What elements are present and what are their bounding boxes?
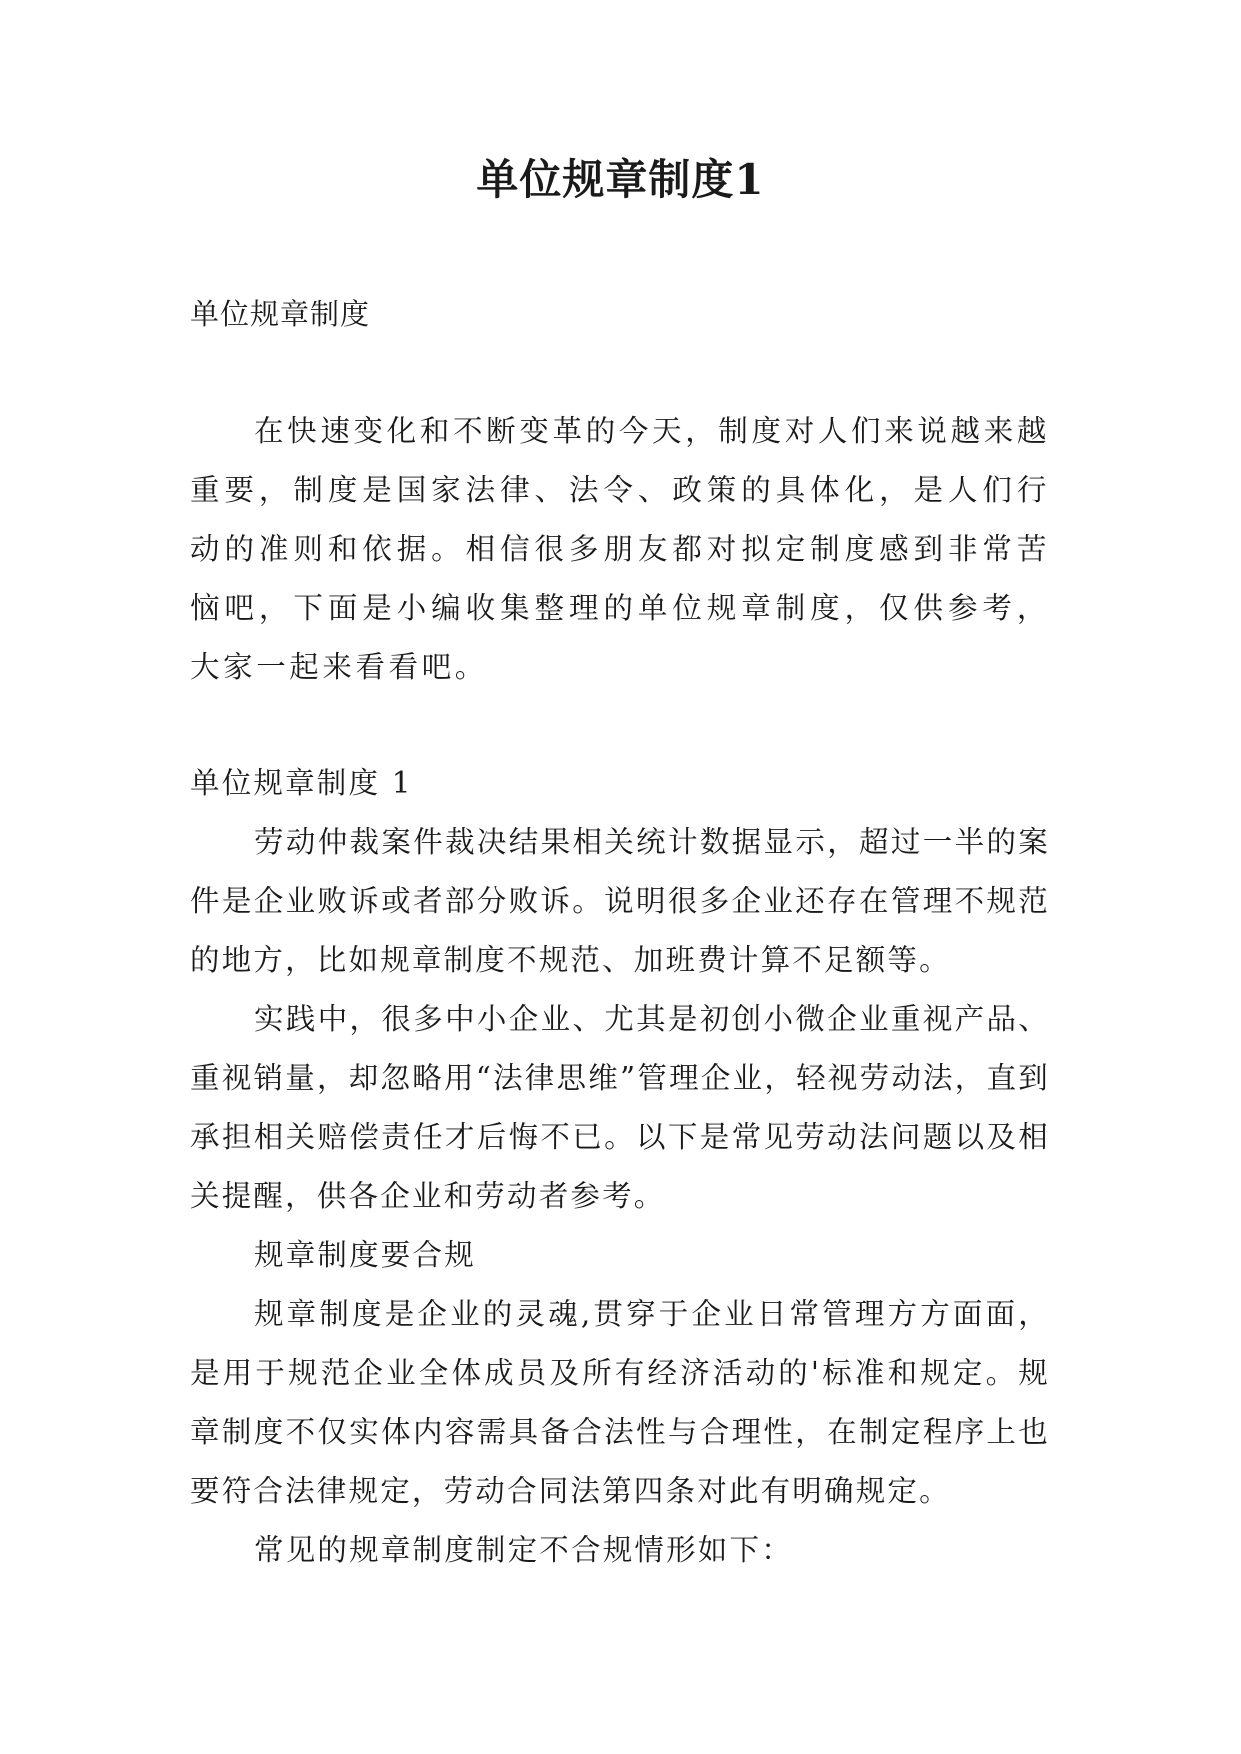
section-heading: 单位规章制度 1 (190, 766, 413, 800)
body-paragraph: 实践中，很多中小企业、尤其是初创小微企业重视产品、重视销量，却忽略用“法律思维”管理企业，轻视劳动法，直到承担相关赔偿责任才后悔不已。以下是常见劳动法问题以及相关提醒，供各企业和劳动者参考。 (190, 1002, 1050, 1213)
body-paragraph: 规章制度是企业的灵魂,贯穿于企业日常管理方方面面，是用于规范企业全体成员及所有经济活动的'标准和规定。规章制度不仅实体内容需具备合法性与合理性，在制定程序上也要符合法律规定，劳动合同法第四条对此有明确规定。 (190, 1297, 1050, 1508)
body-paragraph: 劳动仲裁案件裁决结果相关统计数据显示，超过一半的案件是企业败诉或者部分败诉。说明很多企业还存在管理不规范的地方，比如规章制度不规范、加班费计算不足额等。 (190, 825, 1050, 977)
intro-block (190, 402, 1050, 697)
intro-paragraph: 在快速变化和不断变革的今天，制度对人们来说越来越重要，制度是国家法律、法令、政策的具体化，是人们行动的准则和依据。相信很多朋友都对拟定制度感到非常苦恼吧，下面是小编收集整理的单位规章制度，仅供参考，大家一起来看看吧。 (190, 414, 1050, 684)
document-title: 单位规章制度1 (476, 155, 765, 204)
document-subtitle: 单位规章制度 (190, 297, 371, 331)
sub-heading: 规章制度要合规 (254, 1238, 476, 1272)
body-paragraph: 常见的规章制度制定不合规情形如下： (254, 1533, 793, 1567)
section-block (190, 754, 1050, 1580)
